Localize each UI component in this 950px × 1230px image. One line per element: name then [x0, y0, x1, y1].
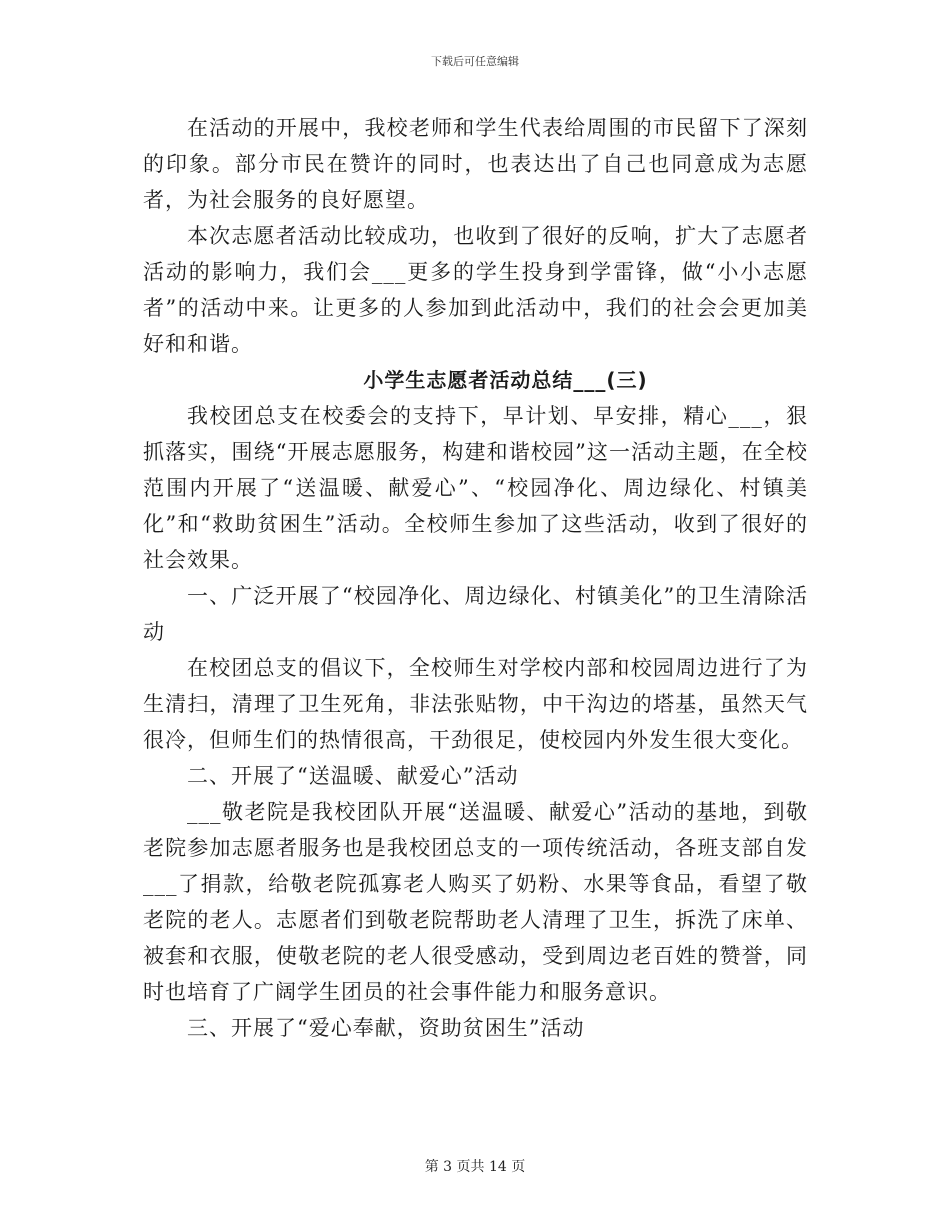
section-title: 小学生志愿者活动总结___(三) [363, 368, 648, 392]
document-body [143, 110, 808, 1046]
paragraph-2: 本次志愿者活动比较成功，也收到了很好的反响，扩大了志愿者活动的影响力，我们会___更多的学生投身到学雷锋，做“小小志愿者”的活动中来。让更多的人参加到此活动中，我们的社会会更加美好和和谐。 [143, 224, 808, 356]
paragraph-5: 在校团总支的倡议下，全校师生对学校内部和校园周边进行了为生清扫，清理了卫生死角，非法张贴物，中干沟边的塔基，虽然天气很冷，但师生们的热情很高，干劲很足，使校园内外发生很大变化。 [143, 656, 808, 752]
page-number: 第 3 页共 14 页 [424, 1159, 526, 1175]
paragraph-7: ___敬老院是我校团队开展“送温暖、献爱心”活动的基地，到敬老院参加志愿者服务也是我校团总支的一项传统活动，各班支部自发___了捐款，给敬老院孤寡老人购买了奶粉、水果等食品，看望了敬老院的老人。志愿者们到敬老院帮助老人清理了卫生，拆洗了床单、被套和衣服，使敬老院的老人很受感动，受到周边老百姓的赞誉，同时也培育了广阔学生团员的社会事件能力和服务意识。 [143, 800, 808, 1004]
paragraph-1: 在活动的开展中，我校老师和学生代表给周围的市民留下了深刻的印象。部分市民在赞许的同时，也表达出了自己也同意成为志愿者，为社会服务的良好愿望。 [143, 116, 808, 212]
heading-item-2: 二、开展了“送温暖、献爱心”活动 [187, 764, 519, 788]
heading-item-1: 一、广泛开展了“校园净化、周边绿化、村镇美化”的卫生清除活动 [143, 584, 808, 644]
page-header-note: 下载后可任意编辑 [431, 55, 519, 68]
paragraph-3: 我校团总支在校委会的支持下，早计划、早安排，精心___，狠抓落实，围绕“开展志愿服务，构建和谐校园”这一活动主题，在全校范围内开展了“送温暖、献爱心”、“校园净化、周边绿化、村镇美化”和“救助贫困生”活动。全校师生参加了这些活动，收到了很好的社会效果。 [143, 404, 808, 572]
heading-item-3: 三、开展了“爱心奉献，资助贫困生”活动 [187, 1016, 585, 1040]
